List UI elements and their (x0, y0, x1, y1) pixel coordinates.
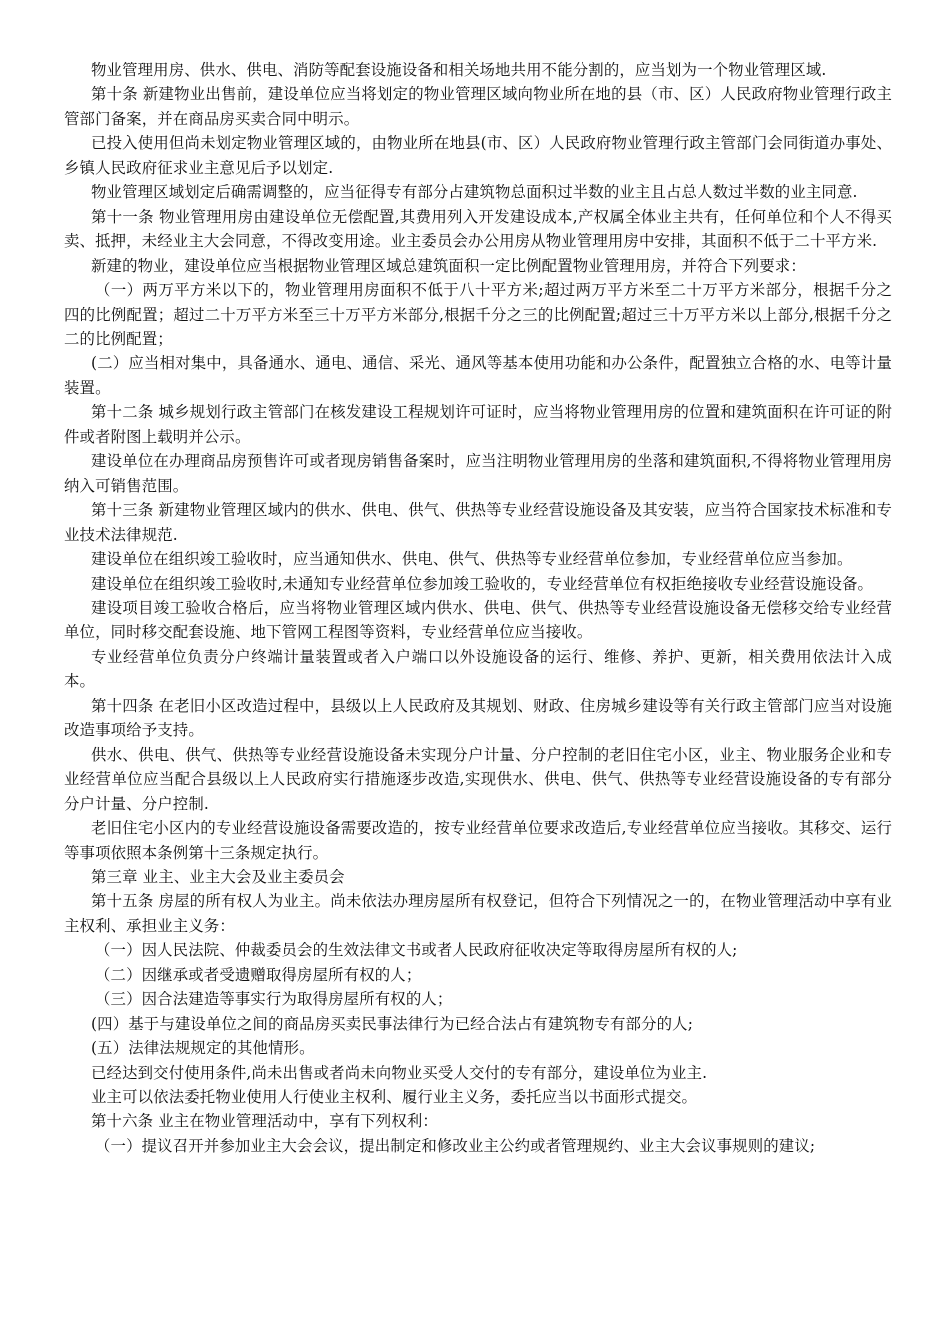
paragraph: 业主可以依法委托物业使用人行使业主权利、履行业主义务，委托应当以书面形式提交。 (91, 1088, 698, 1107)
paragraph: 新建的物业，建设单位应当根据物业管理区域总建筑面积一定比例配置物业管理用房，并符合下列要求： (91, 256, 806, 275)
article-12: 第十二条 城乡规划行政主管部门在核发建设工程规划许可证时，应当将物业管理用房的位置和建筑面积在许可证的附件或者附图上载明并公示。 (64, 403, 892, 446)
list-item: （一）因人民法院、仲裁委员会的生效法律文书或者人民政府征收决定等取得房屋所有权的人; (95, 941, 738, 960)
article-16: 第十六条 业主在物业管理活动中，享有下列权利： (91, 1112, 438, 1131)
list-item: (四）基于与建设单位之间的商品房买卖民事法律行为已经合法占有建筑物专有部分的人; (91, 1014, 694, 1033)
article-13: 第十三条 新建物业管理区域内的供水、供电、供气、供热等专业经营设施设备及其安装，应当符合国家技术标准和专业技术法律规范. (64, 501, 892, 544)
paragraph: 建设项目竣工验收合格后，应当将物业管理区域内供水、供电、供气、供热等专业经营设施设备无偿移交给专业经营单位，同时移交配套设施、地下管网工程图等资料，专业经营单位应当接收。 (64, 598, 892, 642)
paragraph: 物业管理用房、供水、供电、消防等配套设施设备和相关场地共用不能分割的，应当划为一个物业管理区域. (91, 61, 827, 79)
paragraph: 建设单位在办理商品房预售许可或者现房销售备案时，应当注明物业管理用房的坐落和建筑面积,不得将物业管理用房纳入可销售范围。 (64, 452, 892, 495)
article-15: 第十五条 房屋的所有权人为业主。尚未依法办理房屋所有权登记，但符合下列情况之一的，在物业管理活动中享有业主权利、承担业主义务： (64, 892, 892, 935)
list-item: （一）两万平方米以下的，物业管理用房面积不低于八十平方米;超过两万平方米至二十万平方米部分，根据千分之四的比例配置；超过二十万平方米至三十万平方米部分,根据千分之三的比例配置;超过三十万平方米以上部分,根据千分之二的比例配置； (64, 281, 892, 348)
list-item: （二）因继承或者受遗赠取得房屋所有权的人； (95, 965, 422, 984)
paragraph: 供水、供电、供气、供热等专业经营设施设备未实现分户计量、分户控制的老旧住宅小区，业主、物业服务企业和专业经营单位应当配合县级以上人民政府实行措施逐步改造,实现供水、供电、供气、供热等专业经营设施设备的专有部分分户计量、分户控制. (64, 745, 892, 813)
document-page (64, 58, 892, 1158)
paragraph: 物业管理区域划定后确需调整的，应当征得专有部分占建筑物总面积过半数的业主且占总人数过半数的业主同意. (91, 183, 858, 202)
article-11: 第十一条 物业管理用房由建设单位无偿配置,其费用列入开发建设成本,产权属全体业主共有，任何单位和个人不得买卖、抵押，未经业主大会同意，不得改变用途。业主委员会办公用房从物业管理用房中安排，其面积不低于二十平方米. (64, 207, 892, 251)
paragraph: 专业经营单位负责分户终端计量装置或者入户端口以外设施设备的运行、维修、养护、更新，相关费用依法计入成本。 (64, 647, 892, 691)
paragraph: 建设单位在组织竣工验收时，应当通知供水、供电、供气、供热等专业经营单位参加，专业经营单位应当参加。 (91, 550, 853, 569)
paragraph: 已经达到交付使用条件,尚未出售或者尚未向物业买受人交付的专有部分，建设单位为业主. (91, 1063, 708, 1082)
list-item: （一）提议召开并参加业主大会会议，提出制定和修改业主公约或者管理规约、业主大会议事规则的建议; (95, 1136, 816, 1155)
chapter-heading: 第三章 业主、业主大会及业主委员会 (91, 867, 345, 886)
list-item: (五）法律法规规定的其他情形。 (91, 1039, 315, 1058)
paragraph: 已投入使用但尚未划定物业管理区域的，由物业所在地县(市、区）人民政府物业管理行政主管部门会同街道办事处、乡镇人民政府征求业主意见后予以划定. (64, 134, 892, 177)
article-10: 第十条 新建物业出售前，建设单位应当将划定的物业管理区域向物业所在地的县（市、区）人民政府物业管理行政主管部门备案，并在商品房买卖合同中明示。 (64, 85, 892, 128)
article-14: 第十四条 在老旧小区改造过程中，县级以上人民政府及其规划、财政、住房城乡建设等有关行政主管部门应当对设施改造事项给予支持。 (64, 696, 892, 740)
list-item: （三）因合法建造等事实行为取得房屋所有权的人； (95, 990, 453, 1009)
list-item: (二）应当相对集中，具备通水、通电、通信、采光、通风等基本使用功能和办公条件，配置独立合格的水、电等计量装置。 (64, 354, 892, 397)
paragraph: 老旧住宅小区内的专业经营设施设备需要改造的，按专业经营单位要求改造后,专业经营单位应当接收。其移交、运行等事项依照本条例第十三条规定执行。 (64, 819, 892, 862)
paragraph: 建设单位在组织竣工验收时,未通知专业经营单位参加竣工验收的，专业经营单位有权拒绝接收专业经营设施设备。 (91, 574, 874, 593)
